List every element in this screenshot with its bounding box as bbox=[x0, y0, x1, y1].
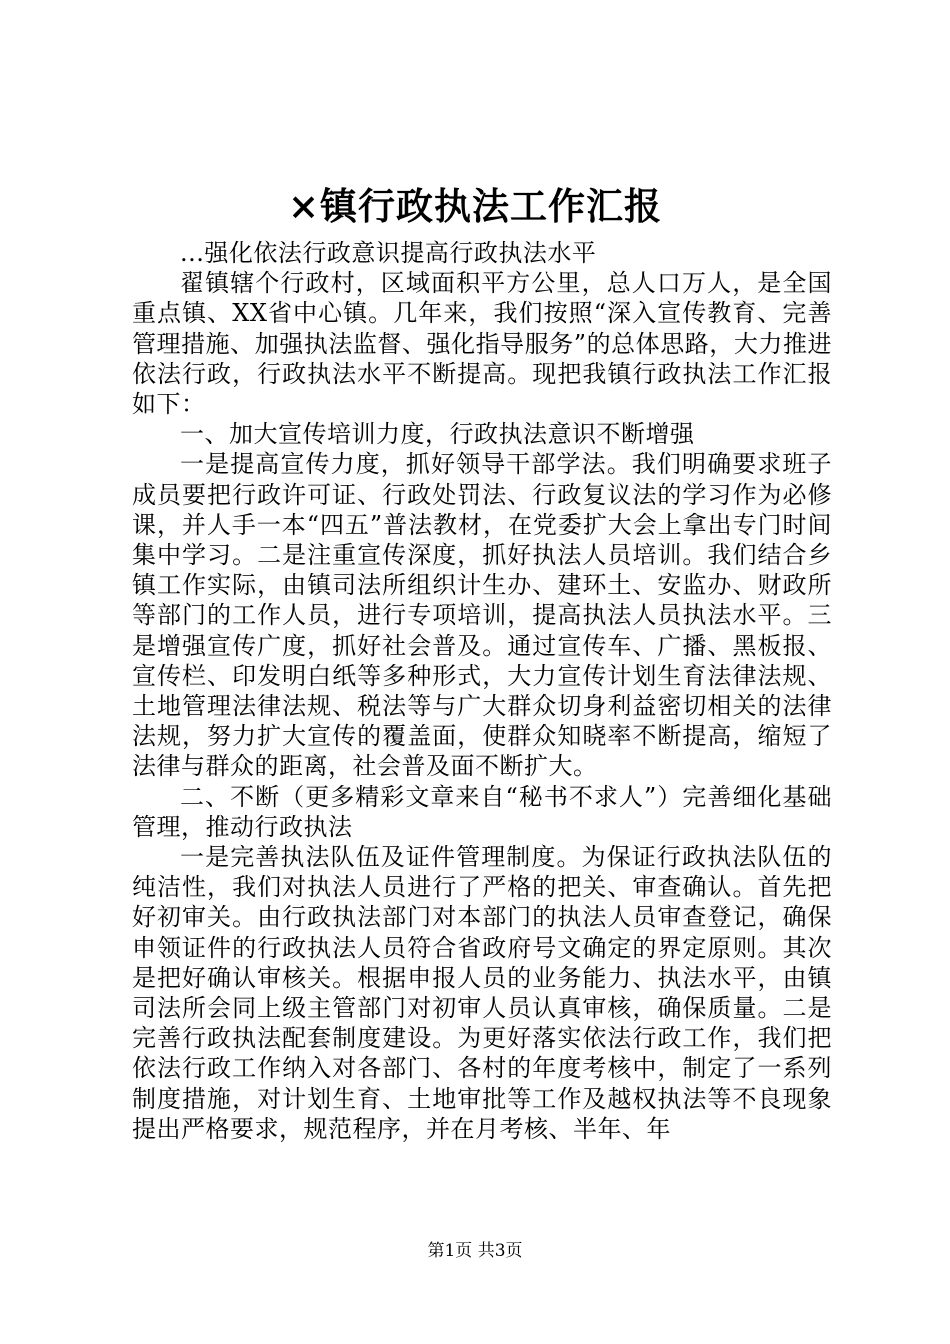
section-heading-2: 二、不断（更多精彩文章来自“秘书不求人”）完善细化基础管理，推动行政执法 bbox=[132, 782, 832, 841]
paragraph-section-2: 一是完善执法队伍及证件管理制度。为保证行政执法队伍的纯洁性，我们对执法人员进行了严格的把关、审查确认。首先把好初审关。由行政执法部门对本部门的执法人员审查登记，确保申领证件的行政执法人员符合省政府号文确定的界定原则。其次是把好确认审核关。根据申报人员的业务能力、执法水平，由镇司法所会同上级主管部门对初审人员认真审核，确保质量。二是完善行政执法配套制度建设。为更好落实依法行政工作，我们把依法行政工作纳入对各部门、各村的年度考核中，制定了一系列制度措施，对计划生育、土地审批等工作及越权执法等不良现象提出严格要求，规范程序，并在月考核、半年、年 bbox=[132, 843, 832, 1143]
document-title: ×镇行政执法工作汇报 bbox=[287, 184, 662, 228]
section-heading-1: 一、加大宣传培训力度，行政执法意识不断增强 bbox=[180, 420, 695, 449]
page-number-footer: 第1页 共3页 bbox=[427, 1241, 523, 1261]
paragraph-subtitle: ...强化依法行政意识提高行政执法水平 bbox=[180, 239, 597, 267]
paragraph-section-1: 一是提高宣传力度，抓好领导干部学法。我们明确要求班子成员要把行政许可证、行政处罚法、行政复议法的学习作为必修课，并人手一本“四五”普法教材，在党委扩大会上拿出专门时间集中学习。二是注重宣传深度，抓好执法人员培训。我们结合乡镇工作实际，由镇司法所组织计生办、建环土、安监办、财政所等部门的工作人员，进行专项培训，提高执法人员执法水平。三是增强宣传广度，抓好社会普及。通过宣传车、广播、黑板报、宣传栏、印发明白纸等多种形式，大力宣传计划生育法律法规、土地管理法律法规、税法等与广大群众切身利益密切相关的法律法规，努力扩大宣传的覆盖面，使群众知晓率不断提高，缩短了法律与群众的距离，社会普及面不断扩大。 bbox=[132, 450, 832, 781]
paragraph-intro: 翟镇辖个行政村，区域面积平方公里，总人口万人，是全国重点镇、XX省中心镇。几年来，我们按照“深入宣传教育、完善管理措施、加强执法监督、强化指导服务”的总体思路，大力推进依法行政，行政执法水平不断提高。现把我镇行政执法工作汇报如下： bbox=[132, 269, 832, 419]
document-body bbox=[132, 238, 832, 1144]
